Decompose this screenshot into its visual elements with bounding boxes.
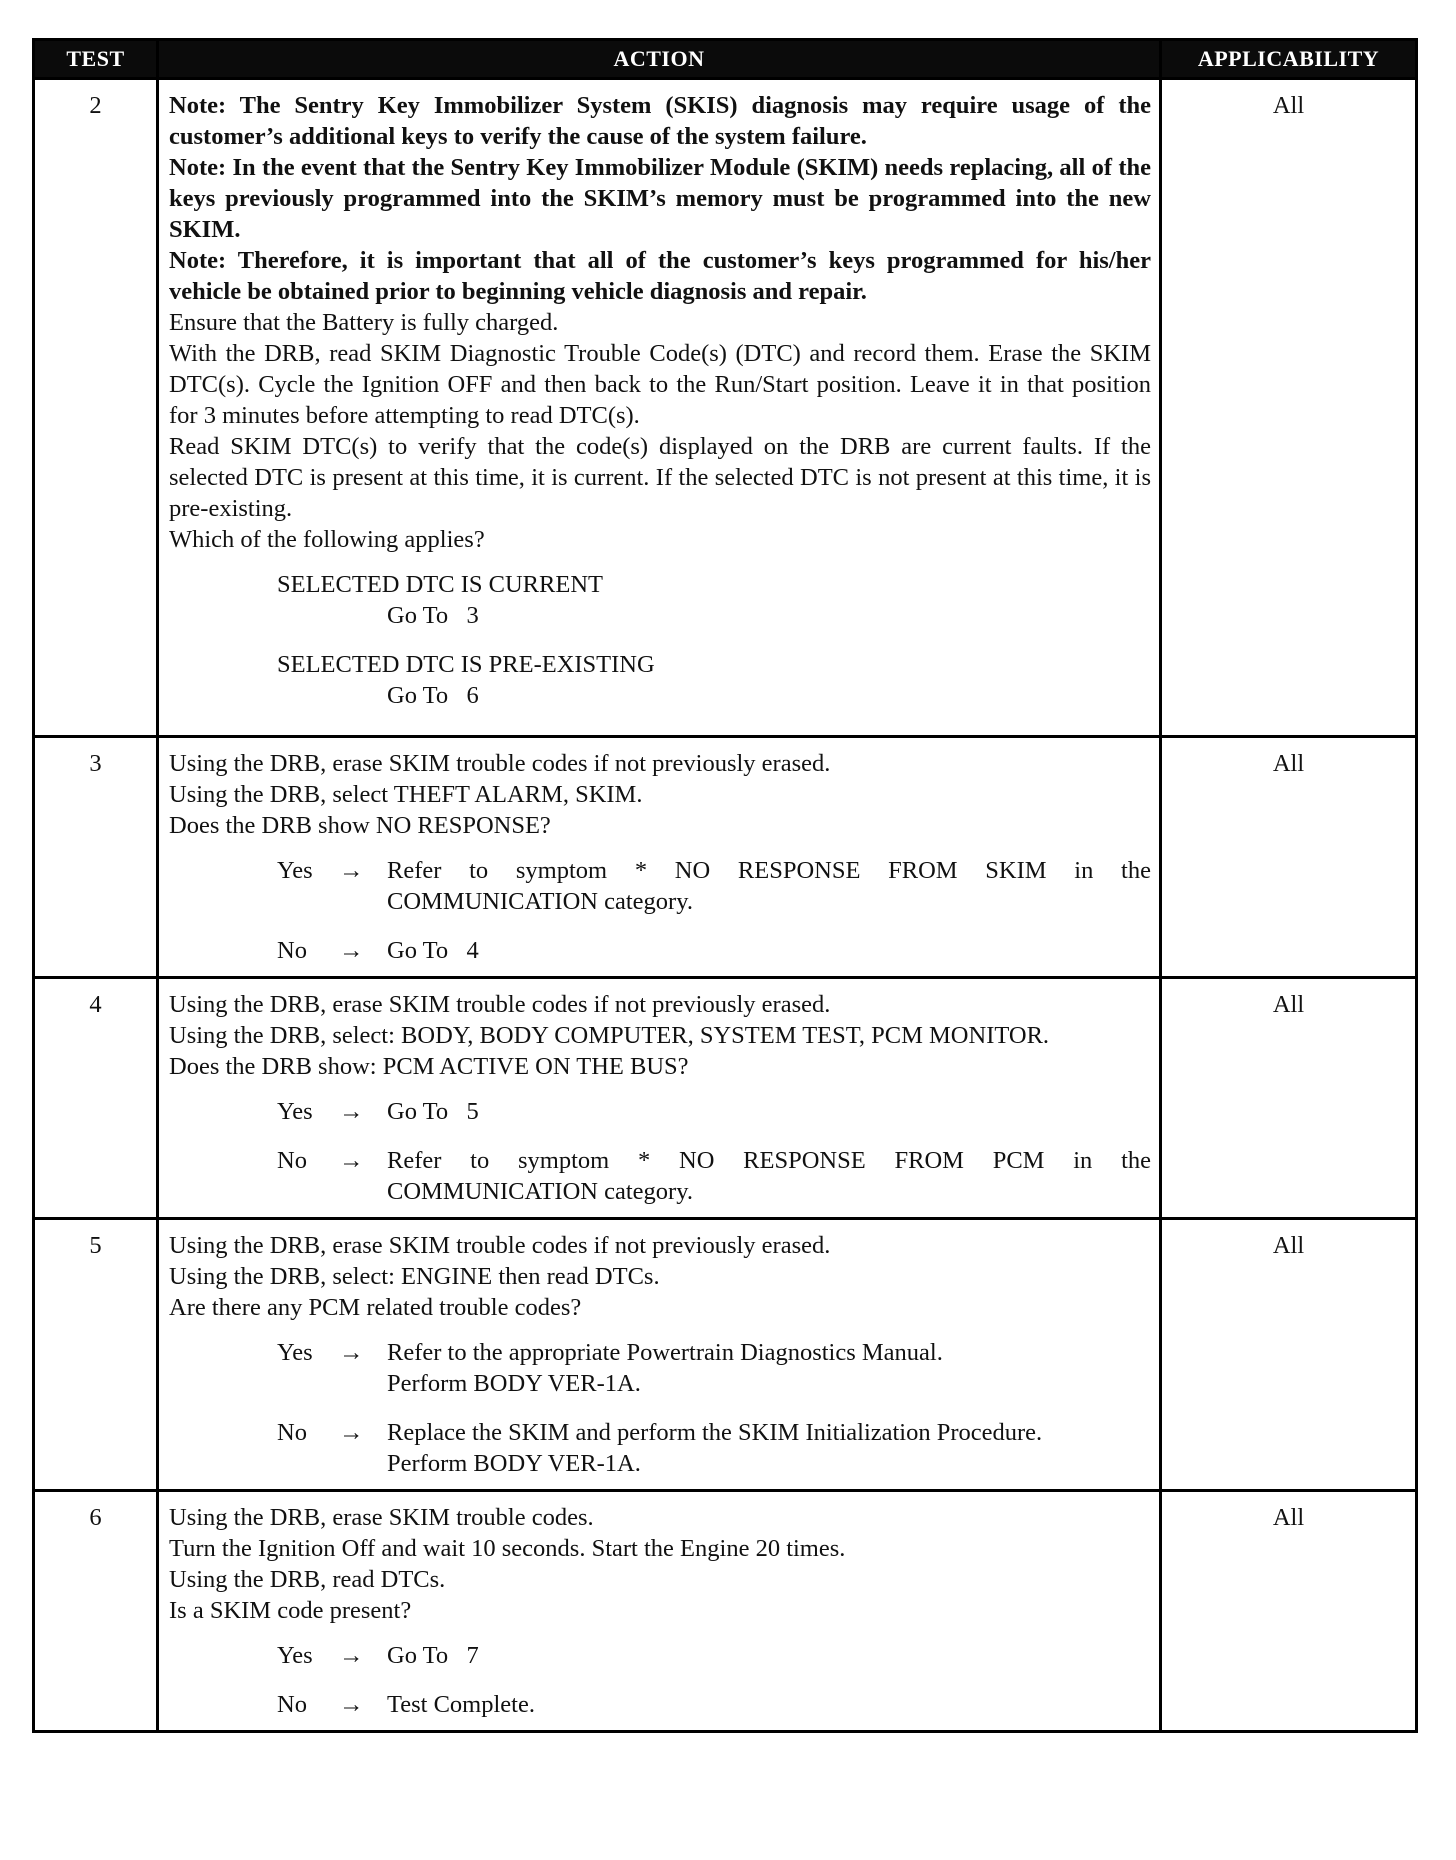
table-body bbox=[34, 79, 1417, 1732]
answer-text-line: Go To 5 bbox=[387, 1098, 479, 1125]
answer-line bbox=[277, 1145, 1158, 1207]
applicability-cell: All bbox=[1161, 79, 1417, 737]
instruction-paragraph: Turn the Ignition Off and wait 10 seconds. Start the Engine 20 times. bbox=[169, 1535, 846, 1562]
instruction-paragraph: Using the DRB, select THEFT ALARM, SKIM. bbox=[169, 781, 643, 808]
instruction-paragraph: Does the DRB show NO RESPONSE? bbox=[169, 812, 551, 839]
applicability-cell: All bbox=[1161, 978, 1417, 1219]
answer-line bbox=[277, 1337, 1151, 1399]
answer-label: Yes bbox=[277, 857, 313, 884]
answer-text bbox=[387, 855, 1158, 917]
answer-label: No bbox=[277, 1691, 307, 1718]
arrow-right-icon: → bbox=[339, 1147, 364, 1174]
action-cell bbox=[158, 1491, 1161, 1732]
applicability-cell: All bbox=[1161, 1491, 1417, 1732]
answer-text bbox=[387, 935, 1151, 966]
answer-text bbox=[387, 1096, 1151, 1127]
answer-label: Yes bbox=[277, 1098, 313, 1125]
instruction-paragraph: Using the DRB, erase SKIM trouble codes. bbox=[169, 1504, 594, 1531]
answer-label: No bbox=[277, 1419, 307, 1446]
answer-text bbox=[387, 1640, 1151, 1671]
test-number-cell: 6 bbox=[34, 1491, 158, 1732]
instruction-paragraph: Ensure that the Battery is fully charged. bbox=[169, 309, 559, 336]
diagnostic-test-table bbox=[32, 38, 1418, 1733]
result-option bbox=[277, 649, 1151, 711]
arrow-right-icon: → bbox=[339, 937, 364, 964]
instruction-paragraph: Using the DRB, select: BODY, BODY COMPUTER, SYSTEM TEST, PCM MONITOR. bbox=[169, 1022, 1050, 1049]
header-action: ACTION bbox=[158, 40, 1161, 79]
answer-label: Yes bbox=[277, 1642, 313, 1669]
test-number-cell: 3 bbox=[34, 737, 158, 978]
table-row bbox=[34, 1491, 1417, 1732]
answer-text bbox=[387, 1145, 1158, 1207]
result-options bbox=[169, 569, 1151, 711]
answer-line bbox=[277, 855, 1158, 917]
instruction-paragraph: Is a SKIM code present? bbox=[169, 1597, 412, 1624]
diagnostic-table-sheet bbox=[32, 38, 1415, 1733]
answer-line bbox=[277, 935, 1151, 966]
answer-line bbox=[277, 1689, 1151, 1720]
note-paragraph: Note: Therefore, it is important that all of the customer’s keys programmed for his/her vehicle be obtained prior to beginning vehicle diagnosis and repair. bbox=[169, 247, 1151, 305]
applicability-cell: All bbox=[1161, 1219, 1417, 1491]
instruction-paragraph: Are there any PCM related trouble codes? bbox=[169, 1294, 582, 1321]
answer-text-line: Test Complete. bbox=[387, 1691, 535, 1718]
table-row bbox=[34, 1219, 1417, 1491]
option-label: SELECTED DTC IS PRE-EXISTING bbox=[277, 651, 655, 678]
table-header-row bbox=[34, 40, 1417, 79]
option-label: SELECTED DTC IS CURRENT bbox=[277, 571, 603, 598]
arrow-right-icon: → bbox=[339, 1339, 364, 1366]
answer-text-line: Replace the SKIM and perform the SKIM Initialization Procedure. bbox=[387, 1419, 1043, 1446]
instruction-paragraph: Using the DRB, read DTCs. bbox=[169, 1566, 446, 1593]
answer-text bbox=[387, 1337, 1151, 1399]
answer-text-line: Go To 4 bbox=[387, 937, 479, 964]
action-cell bbox=[158, 978, 1161, 1219]
answer-text bbox=[387, 1417, 1151, 1479]
arrow-right-icon: → bbox=[339, 1691, 364, 1718]
instruction-paragraph: Does the DRB show: PCM ACTIVE ON THE BUS? bbox=[169, 1053, 689, 1080]
answer-text-line: Perform BODY VER-1A. bbox=[387, 1370, 641, 1397]
option-goto: Go To 6 bbox=[387, 682, 479, 709]
test-number-cell: 2 bbox=[34, 79, 158, 737]
answer-label: Yes bbox=[277, 1339, 313, 1366]
instruction-paragraph: Using the DRB, erase SKIM trouble codes if not previously erased. bbox=[169, 750, 831, 777]
answer-options bbox=[169, 1640, 1151, 1720]
arrow-right-icon: → bbox=[339, 1419, 364, 1446]
answer-line bbox=[277, 1096, 1151, 1127]
option-goto: Go To 3 bbox=[387, 602, 479, 629]
answer-text bbox=[387, 1689, 1151, 1720]
action-cell bbox=[158, 79, 1161, 737]
answer-label: No bbox=[277, 1147, 307, 1174]
instruction-paragraph: Which of the following applies? bbox=[169, 526, 485, 553]
instruction-paragraph: Read SKIM DTC(s) to verify that the code(s) displayed on the DRB are current faults. If the selected DTC is present at this time, it is current. If the selected DTC is not present at this time, it is pre-existing. bbox=[169, 433, 1151, 522]
answer-text-line: Go To 7 bbox=[387, 1642, 479, 1669]
arrow-right-icon: → bbox=[339, 1098, 364, 1125]
instruction-paragraph: Using the DRB, erase SKIM trouble codes if not previously erased. bbox=[169, 991, 831, 1018]
table-row bbox=[34, 737, 1417, 978]
answer-label: No bbox=[277, 937, 307, 964]
instruction-paragraph: Using the DRB, select: ENGINE then read DTCs. bbox=[169, 1263, 660, 1290]
note-paragraph: Note: The Sentry Key Immobilizer System (SKIS) diagnosis may require usage of the customer’s additional keys to verify the cause of the system failure. bbox=[169, 92, 1151, 150]
instruction-paragraph: With the DRB, read SKIM Diagnostic Trouble Code(s) (DTC) and record them. Erase the SKIM DTC(s). Cycle the Ignition OFF and then back to the Run/Start position. Leave it in that position for 3 minutes before attempting to read DTC(s). bbox=[169, 340, 1151, 429]
answer-text-line: Perform BODY VER-1A. bbox=[387, 1450, 641, 1477]
header-test: TEST bbox=[34, 40, 158, 79]
answer-text-line: Refer to the appropriate Powertrain Diagnostics Manual. bbox=[387, 1339, 943, 1366]
test-number-cell: 5 bbox=[34, 1219, 158, 1491]
arrow-right-icon: → bbox=[339, 1642, 364, 1669]
answer-text-line: Refer to symptom * NO RESPONSE FROM SKIM in the COMMUNICATION category. bbox=[387, 857, 1158, 915]
table-row bbox=[34, 79, 1417, 737]
header-applicability: APPLICABILITY bbox=[1161, 40, 1417, 79]
action-cell bbox=[158, 737, 1161, 978]
answer-line bbox=[277, 1640, 1151, 1671]
applicability-cell: All bbox=[1161, 737, 1417, 978]
answer-options bbox=[169, 1096, 1158, 1207]
action-cell bbox=[158, 1219, 1161, 1491]
arrow-right-icon: → bbox=[339, 857, 364, 884]
test-number-cell: 4 bbox=[34, 978, 158, 1219]
answer-line bbox=[277, 1417, 1151, 1479]
answer-text-line: Refer to symptom * NO RESPONSE FROM PCM in the COMMUNICATION category. bbox=[387, 1147, 1158, 1205]
table-row bbox=[34, 978, 1417, 1219]
result-option bbox=[277, 569, 1151, 631]
note-paragraph: Note: In the event that the Sentry Key Immobilizer Module (SKIM) needs replacing, all of the keys previously programmed into the SKIM’s memory must be programmed into the new SKIM. bbox=[169, 154, 1151, 243]
instruction-paragraph: Using the DRB, erase SKIM trouble codes if not previously erased. bbox=[169, 1232, 831, 1259]
answer-options bbox=[169, 1337, 1151, 1479]
answer-options bbox=[169, 855, 1158, 966]
